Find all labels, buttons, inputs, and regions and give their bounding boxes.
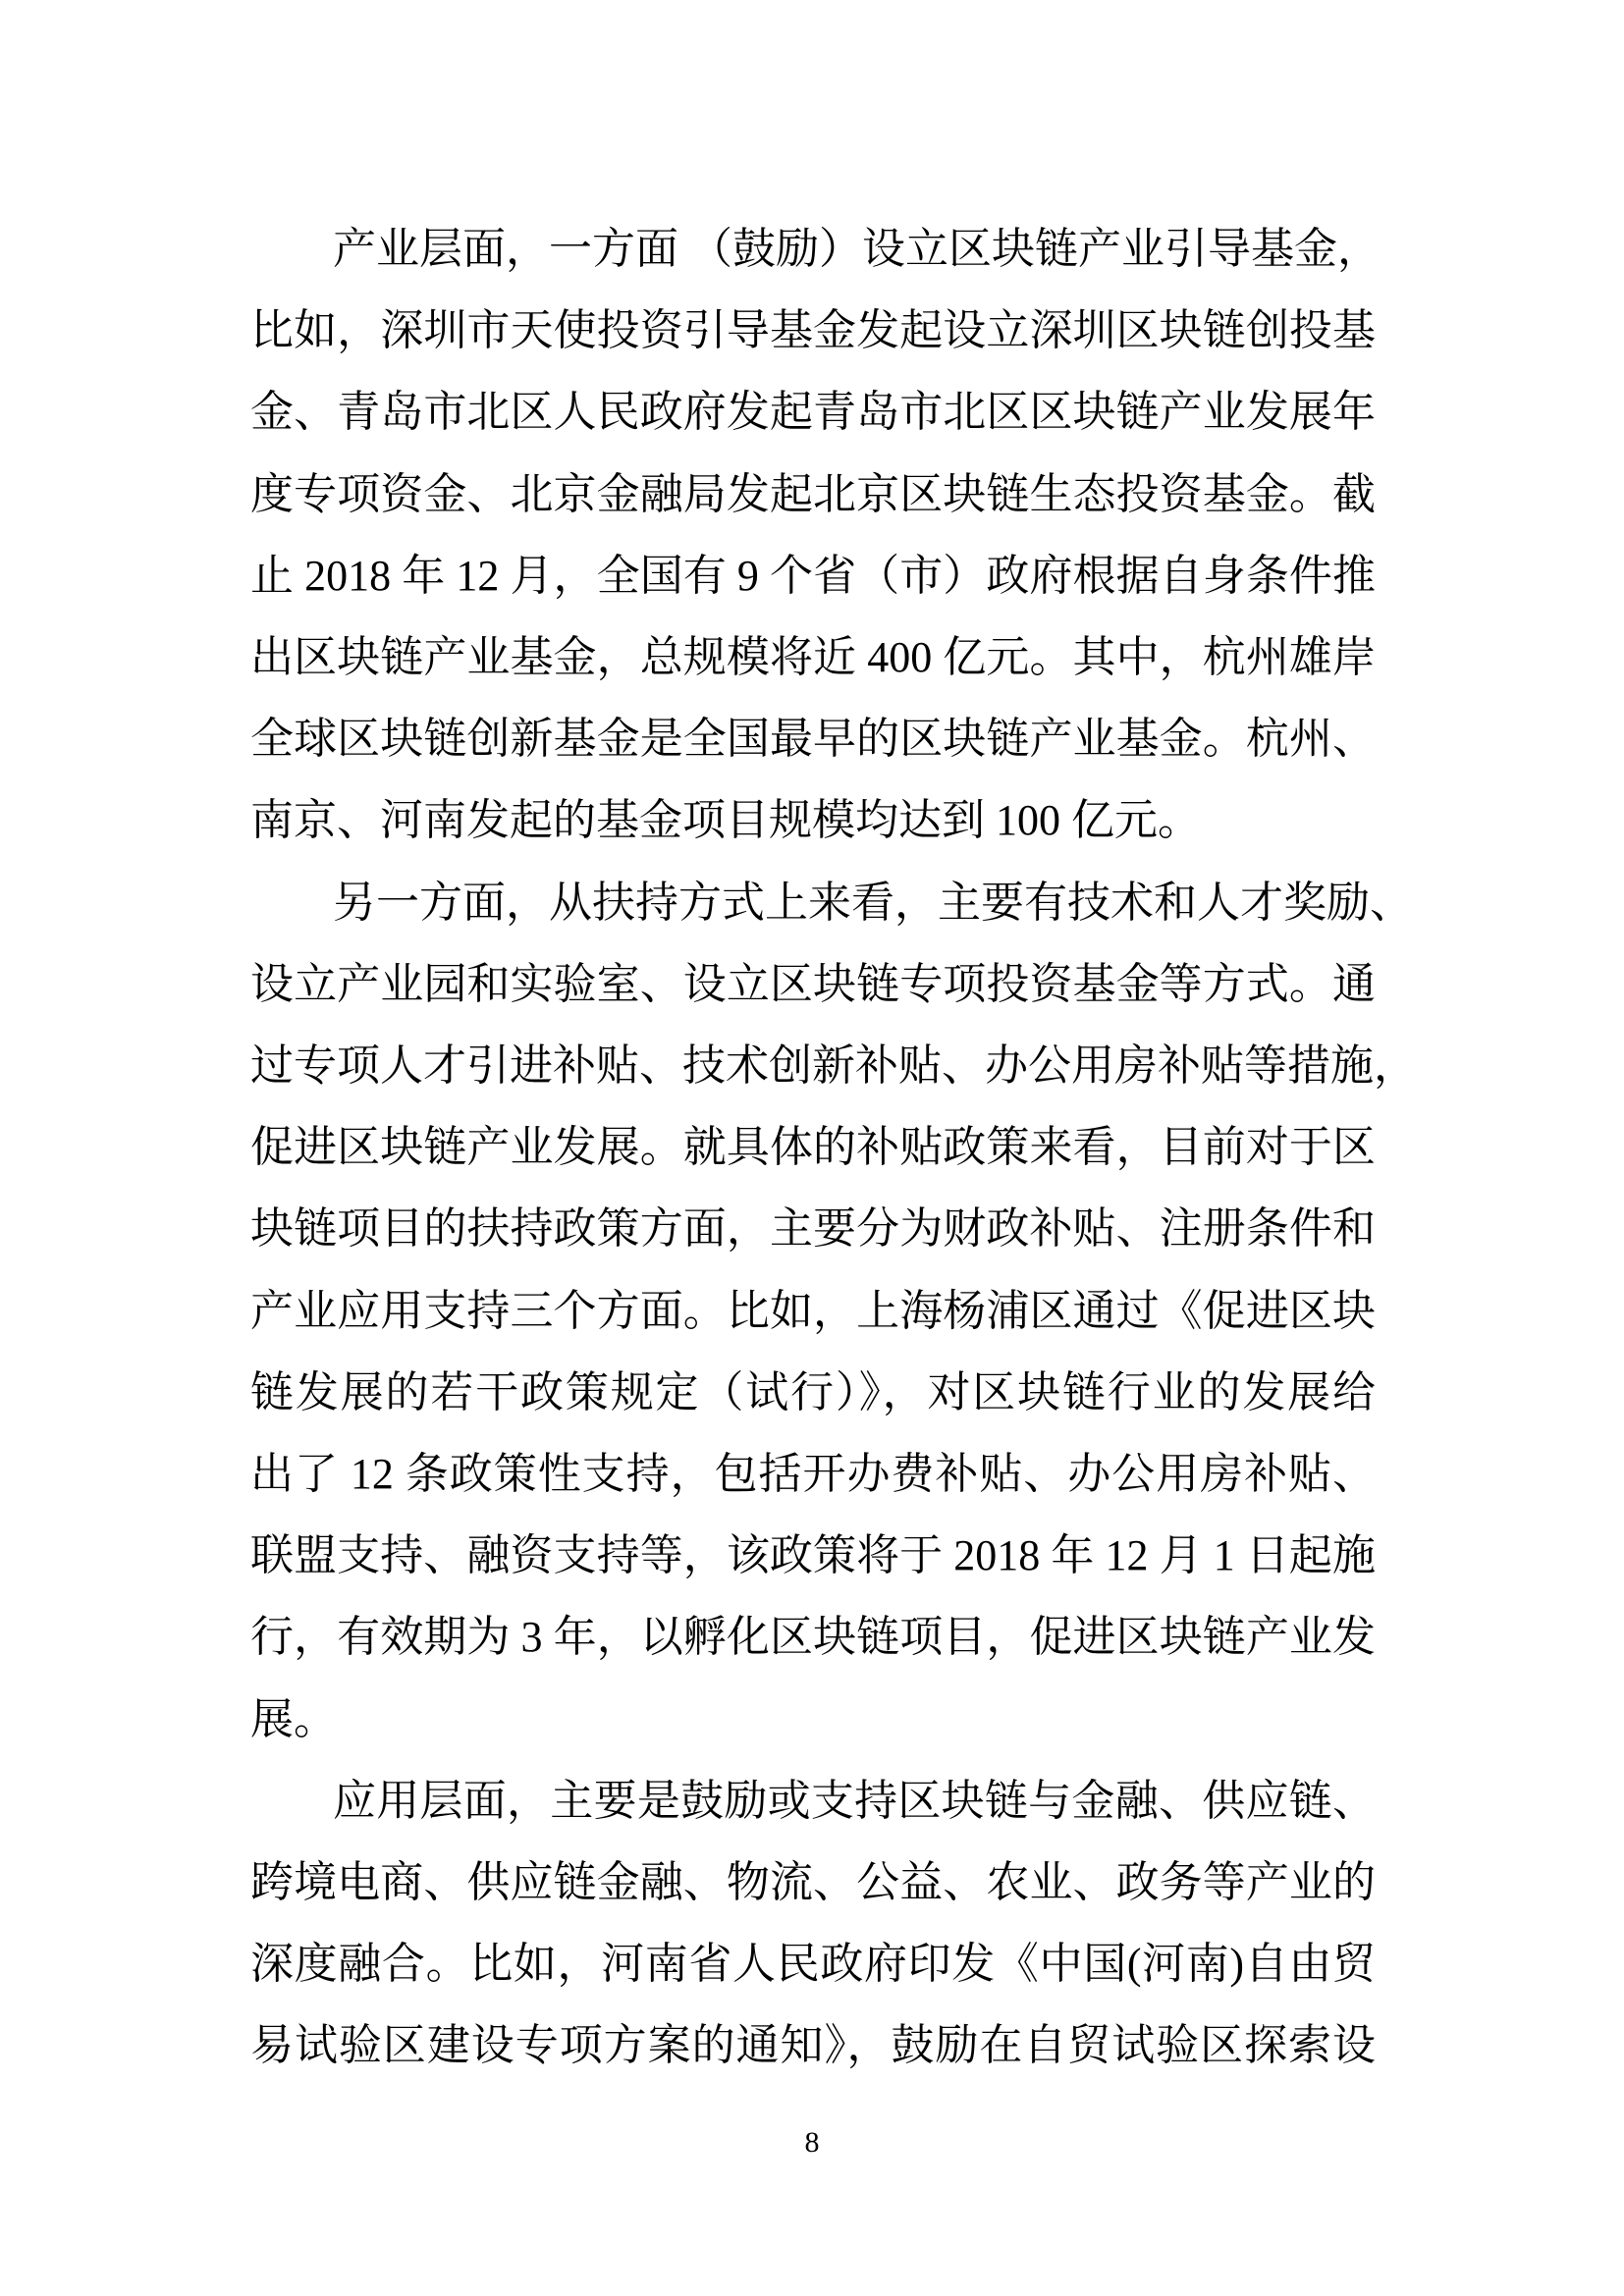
page-number: 8 [804, 2126, 820, 2159]
text-line: 出了 12 条政策性支持，包括开办费补贴、办公用房补贴、 [250, 1450, 1376, 1499]
text-line: 南京、河南发起的基金项目规模均达到 100 亿元。 [250, 796, 1201, 845]
text-line: 金、青岛市北区人民政府发起青岛市北区区块链产业发展年 [250, 388, 1376, 437]
text-line: 链发展的若干政策规定（试行）》，对区块链行业的发展给 [250, 1367, 1376, 1416]
page-footer [0, 2126, 1624, 2160]
text-line: 出区块链产业基金，总规模将近 400 亿元。其中，杭州雄岸 [250, 633, 1376, 682]
text-line: 跨境电商、供应链金融、物流、公益、农业、政务等产业的 [250, 1858, 1376, 1907]
text-line: 全球区块链创新基金是全国最早的区块链产业基金。杭州、 [250, 715, 1376, 764]
text-line: 止 2018 年 12 月，全国有 9 个省（市）政府根据自身条件推 [250, 551, 1376, 600]
text-line: 联盟支持、融资支持等，该政策将于 2018 年 12 月 1 日起施 [250, 1531, 1376, 1580]
text-line: 产业应用支持三个方面。比如，上海杨浦区通过《促进区块 [250, 1286, 1376, 1335]
text-line: 易试验区建设专项方案的通知》，鼓励在自贸试验区探索设 [250, 2021, 1376, 2070]
text-line: 过专项人才引进补贴、技术创新补贴、办公用房补贴等措施， [250, 1041, 1417, 1091]
text-line: 深度融合。比如，河南省人民政府印发《中国(河南)自由贸 [250, 1940, 1376, 1989]
text-line: 另一方面，从扶持方式上来看，主要有技术和人才奖励、 [333, 878, 1413, 927]
text-line: 促进区块链产业发展。就具体的补贴政策来看，目前对于区 [250, 1123, 1376, 1172]
text-line: 行，有效期为 3 年，以孵化区块链项目，促进区块链产业发 [250, 1613, 1376, 1662]
text-line: 展。 [250, 1694, 337, 1743]
text-line: 设立产业园和实验室、设立区块链专项投资基金等方式。通 [250, 959, 1376, 1008]
text-line: 度专项资金、北京金融局发起北京区块链生态投资基金。截 [250, 469, 1376, 518]
document-text [250, 208, 1417, 2087]
text-line: 产业层面，一方面 （鼓励）设立区块链产业引导基金， [333, 225, 1380, 273]
text-line: 块链项目的扶持政策方面，主要分为财政补贴、注册条件和 [250, 1204, 1376, 1254]
text-line: 应用层面，主要是鼓励或支持区块链与金融、供应链、 [333, 1776, 1376, 1825]
text-line: 比如，深圳市天使投资引导基金发起设立深圳区块链创投基 [250, 306, 1376, 355]
